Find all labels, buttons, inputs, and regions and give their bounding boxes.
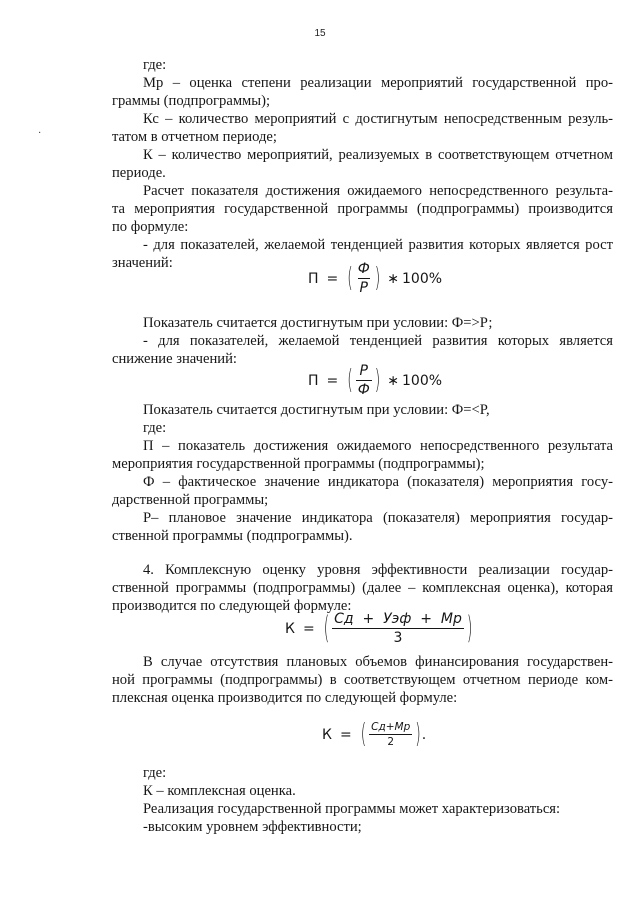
right-paren: ) — [415, 719, 421, 750]
formula-lhs: П — [308, 372, 319, 389]
formula-fraction — [332, 611, 464, 646]
formula-decrease — [308, 363, 442, 398]
text-line: Р– плановое значение индикатора (показателя) мероприятия государ- — [143, 510, 613, 526]
text-line: - для показателей, желаемой тенденцией развития которых является рост — [143, 237, 613, 253]
text-line: П – показатель достижения ожидаемого непосредственного результата — [143, 438, 613, 454]
formula-lhs: К — [285, 620, 295, 637]
formula-equals: = — [302, 620, 315, 637]
text-line: Ф – фактическое значение индикатора (показателя) мероприятия госу- — [143, 474, 613, 490]
left-paren: ( — [347, 365, 353, 396]
text-line: производится по следующей формуле: — [112, 598, 352, 614]
text-line: ственной программы (подпрограммы). — [112, 528, 353, 544]
formula-lhs: П — [308, 270, 319, 287]
multiply-sign: ∗ — [387, 372, 399, 389]
scan-mark: · — [38, 128, 42, 139]
text-line: где: — [143, 765, 167, 781]
multiply-sign: ∗ — [387, 270, 399, 287]
formula-complex-three — [285, 611, 473, 646]
text-line: Реализация государственной программы может характеризоваться: — [143, 801, 561, 817]
text-line: дарственной программы; — [112, 492, 269, 508]
formula-lhs: К — [322, 726, 332, 743]
formula-fraction — [356, 261, 372, 296]
text-line: значений: — [112, 255, 173, 271]
text-line: 4. Комплексную оценку уровня эффективности реализации государ- — [143, 562, 613, 578]
formula-equals: = — [326, 372, 339, 389]
fraction-numerator: Сд+Мр — [371, 721, 411, 733]
text-line: Мр – оценка степени реализации мероприятий государственной про- — [143, 75, 613, 91]
formula-period: . — [421, 726, 427, 743]
text-line: - для показателей, желаемой тенденцией развития которых является — [143, 333, 613, 349]
text-line: по формуле: — [112, 219, 189, 235]
text-line: Показатель считается достигнутым при условии: Ф=<Р, — [143, 402, 490, 418]
text-line: К – комплексная оценка. — [143, 783, 296, 799]
text-line: ственной программы (подпрограммы) (далее – комплексная оценка), которая — [112, 580, 613, 596]
left-paren: ( — [323, 610, 330, 647]
formula-percent: 100% — [402, 270, 443, 287]
text-line: плексная оценка производится по следующей формуле: — [112, 690, 458, 706]
fraction-denominator: P — [359, 280, 368, 296]
fraction-numerator: Сд + Уэф + Мр — [334, 611, 462, 627]
fraction-numerator: Ф — [357, 261, 370, 277]
fraction-denominator: 2 — [369, 734, 412, 748]
text-line: Показатель считается достигнутым при условии: Ф=>Р; — [143, 315, 493, 331]
text-line: та мероприятия государственной программы (подпрограммы) производится — [112, 201, 613, 217]
formula-growth — [308, 261, 442, 296]
text-line: мероприятия государственной программы (подпрограммы); — [112, 456, 485, 472]
left-paren: ( — [360, 719, 367, 750]
text-line: где: — [143, 420, 167, 436]
right-paren: ) — [466, 610, 473, 647]
text-line: В случае отсутствия плановых объемов финансирования государствен- — [143, 654, 613, 670]
formula-equals: = — [339, 726, 352, 743]
text-line: К – количество мероприятий, реализуемых в соответствующем отчетном — [143, 147, 613, 163]
formula-percent: 100% — [402, 372, 443, 389]
right-paren: ) — [374, 263, 381, 294]
formula-fraction — [356, 363, 372, 398]
fraction-denominator: Ф — [357, 382, 370, 398]
text-line: где: — [143, 57, 167, 73]
text-line: периоде. — [112, 165, 166, 181]
page-number: 15 — [314, 28, 326, 39]
formula-equals: = — [326, 270, 339, 287]
fraction-denominator: 3 — [332, 628, 464, 646]
text-line: татом в отчетном периоде; — [112, 129, 277, 145]
formula-fraction — [369, 721, 412, 748]
text-line: Расчет показателя достижения ожидаемого непосредственного результа- — [143, 183, 613, 199]
text-line: Кс – количество мероприятий с достигнутым непосредственным резуль- — [143, 111, 613, 127]
formula-complex-two — [322, 721, 426, 748]
right-paren: ) — [374, 365, 381, 396]
text-line: -высоким уровнем эффективности; — [143, 819, 362, 835]
text-line: снижение значений: — [112, 351, 237, 367]
text-line: ной программы (подпрограммы) в соответствующем отчетном периоде ком- — [112, 672, 613, 688]
left-paren: ( — [347, 263, 353, 294]
text-line: граммы (подпрограммы); — [112, 93, 271, 109]
fraction-numerator: P — [359, 363, 368, 379]
